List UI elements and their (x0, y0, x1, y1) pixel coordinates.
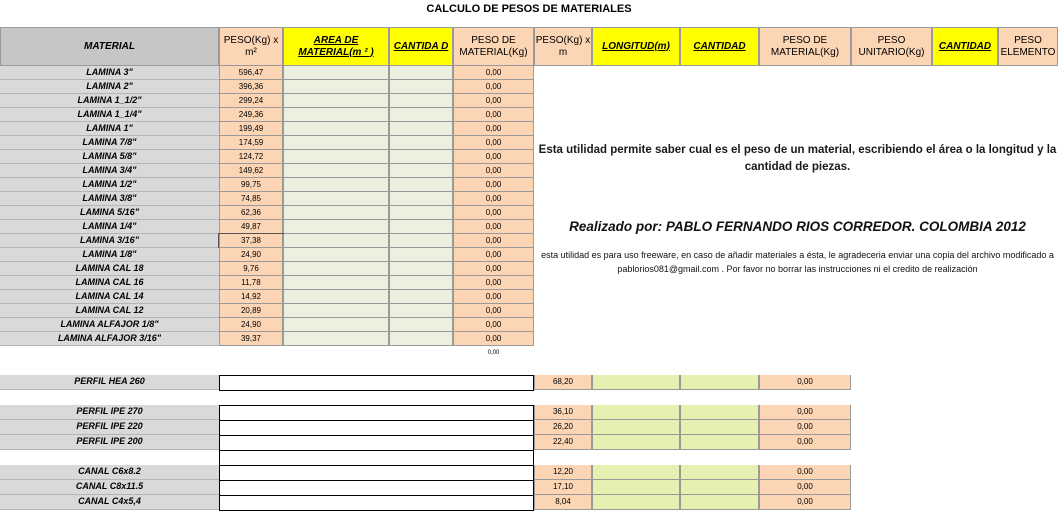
peso-m2-cell[interactable]: 124,72 (219, 150, 283, 164)
cantidad-input[interactable] (389, 122, 453, 136)
cantidad-input[interactable] (389, 150, 453, 164)
peso-material-cell[interactable]: 0,00 (453, 66, 534, 80)
sheet-title: CALCULO DE PESOS DE MATERIALES (426, 3, 632, 15)
peso-material-cell[interactable]: 0,00 (453, 122, 534, 136)
material-name[interactable]: LAMINA 3/8" (0, 192, 219, 206)
profile-note-input[interactable] (219, 435, 534, 451)
peso-m-cell[interactable]: 17,10 (534, 480, 592, 495)
peso-m2-cell[interactable]: 11,78 (219, 276, 283, 290)
license-text: esta utilidad es para uso freeware, en caso de añadir materiales a ésta, le agradeceria enviar una copia del archivo modificado a pablorios081@gmail.com . Por favor no borrar las instrucciones ni el credito de realización (541, 250, 1054, 274)
cantidad-input[interactable] (389, 318, 453, 332)
material-name[interactable]: LAMINA 1/2" (0, 178, 219, 192)
area-input[interactable] (283, 122, 389, 136)
area-input[interactable] (283, 192, 389, 206)
header-material[interactable]: MATERIAL (0, 27, 219, 66)
area-input[interactable] (283, 332, 389, 346)
peso-material-cell[interactable]: 0,00 (453, 262, 534, 276)
peso-material-cell[interactable]: 0,00 (759, 480, 851, 495)
material-name[interactable]: LAMINA 7/8" (0, 136, 219, 150)
header-peso-elemento[interactable]: PESO ELEMENTO (998, 27, 1058, 66)
longitud-input[interactable] (592, 420, 680, 435)
cantidad-input[interactable] (680, 375, 759, 390)
peso-m2-cell[interactable]: 9,76 (219, 262, 283, 276)
cantidad-input[interactable] (389, 290, 453, 304)
material-name[interactable]: LAMINA 1_1/4" (0, 108, 219, 122)
cantidad-input[interactable] (389, 164, 453, 178)
peso-material-cell[interactable]: 0,00 (453, 94, 534, 108)
area-input[interactable] (283, 276, 389, 290)
header-longitud[interactable]: LONGITUD(m) (592, 27, 680, 66)
peso-m2-cell[interactable]: 14,92 (219, 290, 283, 304)
peso-material-cell[interactable]: 0,00 (453, 248, 534, 262)
area-input[interactable] (283, 248, 389, 262)
peso-m-cell[interactable]: 22,40 (534, 435, 592, 450)
area-input[interactable] (283, 262, 389, 276)
cantidad-input[interactable] (389, 304, 453, 318)
peso-material-cell[interactable]: 0,00 (453, 276, 534, 290)
profile-note-input[interactable] (219, 405, 534, 421)
peso-m2-cell[interactable]: 39,37 (219, 332, 283, 346)
peso-material-cell[interactable]: 0,00 (453, 234, 534, 248)
peso-m-cell[interactable]: 8,04 (534, 495, 592, 510)
header-cantidad-3[interactable]: CANTIDAD (932, 27, 998, 66)
peso-m2-cell[interactable]: 24,90 (219, 248, 283, 262)
cantidad-input[interactable] (680, 495, 759, 510)
peso-m2-cell[interactable]: 149,62 (219, 164, 283, 178)
peso-m2-cell[interactable]: 74,85 (219, 192, 283, 206)
cantidad-input[interactable] (680, 420, 759, 435)
material-name[interactable]: LAMINA 1" (0, 122, 219, 136)
peso-m2-cell[interactable]: 62,36 (219, 206, 283, 220)
peso-m-cell[interactable]: 12,20 (534, 465, 592, 480)
peso-m2-cell[interactable]: 37,38 (219, 234, 283, 248)
cantidad-input[interactable] (389, 94, 453, 108)
profile-note-input[interactable] (219, 480, 534, 496)
peso-material-cell[interactable]: 0,00 (453, 136, 534, 150)
peso-material-cell[interactable]: 0,00 (453, 80, 534, 94)
material-name[interactable]: LAMINA CAL 12 (0, 304, 219, 318)
peso-material-cell[interactable]: 0,00 (453, 150, 534, 164)
peso-material-cell[interactable]: 0,00 (453, 108, 534, 122)
cantidad-input[interactable] (680, 465, 759, 480)
cantidad-input[interactable] (680, 435, 759, 450)
area-input[interactable] (283, 136, 389, 150)
material-name[interactable]: LAMINA 3" (0, 66, 219, 80)
header-peso-m[interactable]: PESO(Kg) x m (534, 27, 592, 66)
profile-note-input[interactable] (219, 495, 534, 511)
peso-m2-cell[interactable]: 174,59 (219, 136, 283, 150)
area-input[interactable] (283, 94, 389, 108)
peso-material-cell[interactable]: 0,00 (453, 192, 534, 206)
peso-material-cell[interactable]: 0,00 (453, 304, 534, 318)
cantidad-input[interactable] (389, 178, 453, 192)
area-input[interactable] (283, 164, 389, 178)
material-name[interactable]: LAMINA CAL 16 (0, 276, 219, 290)
empty-input-bar[interactable] (219, 450, 534, 466)
profile-name[interactable]: PERFIL HEA 260 (0, 375, 219, 390)
peso-material-cell[interactable]: 0,00 (453, 220, 534, 234)
peso-m2-cell[interactable]: 199,49 (219, 122, 283, 136)
profile-note-input[interactable] (219, 420, 534, 436)
peso-material-cell[interactable]: 0,00 (759, 495, 851, 510)
profile-note-input[interactable] (219, 465, 534, 481)
profile-name[interactable]: PERFIL IPE 270 (0, 405, 219, 420)
cantidad-input[interactable] (389, 206, 453, 220)
area-input[interactable] (283, 234, 389, 248)
laminas-sum[interactable]: 0,00 (487, 350, 500, 356)
header-cantidad-1[interactable]: CANTIDA D (389, 27, 453, 66)
peso-m2-cell[interactable]: 99,75 (219, 178, 283, 192)
peso-material-cell[interactable]: 0,00 (759, 435, 851, 450)
peso-m-cell[interactable]: 36,10 (534, 405, 592, 420)
material-name[interactable]: LAMINA CAL 18 (0, 262, 219, 276)
cantidad-input[interactable] (680, 480, 759, 495)
header-peso-material-1[interactable]: PESO DE MATERIAL(Kg) (453, 27, 534, 66)
peso-material-cell[interactable]: 0,00 (453, 332, 534, 346)
peso-material-cell[interactable]: 0,00 (759, 405, 851, 420)
peso-material-cell[interactable]: 0,00 (759, 420, 851, 435)
material-name[interactable]: LAMINA 1_1/2" (0, 94, 219, 108)
area-input[interactable] (283, 318, 389, 332)
area-input[interactable] (283, 304, 389, 318)
peso-m2-cell[interactable]: 20,89 (219, 304, 283, 318)
cantidad-input[interactable] (389, 108, 453, 122)
longitud-input[interactable] (592, 435, 680, 450)
longitud-input[interactable] (592, 465, 680, 480)
material-name[interactable]: LAMINA ALFAJOR 1/8" (0, 318, 219, 332)
material-name[interactable]: LAMINA 3/16" (0, 234, 219, 248)
header-cantidad-2[interactable]: CANTIDAD (680, 27, 759, 66)
profile-name[interactable]: CANAL C6x8.2 (0, 465, 219, 480)
peso-material-cell[interactable]: 0,00 (453, 290, 534, 304)
area-input[interactable] (283, 290, 389, 304)
peso-material-cell[interactable]: 0,00 (453, 164, 534, 178)
profile-name[interactable]: CANAL C4x5,4 (0, 495, 219, 510)
cantidad-input[interactable] (389, 80, 453, 94)
peso-m2-cell[interactable]: 24,90 (219, 318, 283, 332)
material-name[interactable]: LAMINA 5/8" (0, 150, 219, 164)
peso-material-cell[interactable]: 0,00 (759, 375, 851, 390)
cantidad-input[interactable] (389, 220, 453, 234)
header-peso-material-2[interactable]: PESO DE MATERIAL(Kg) (759, 27, 851, 66)
area-input[interactable] (283, 108, 389, 122)
material-name[interactable]: LAMINA CAL 14 (0, 290, 219, 304)
longitud-input[interactable] (592, 495, 680, 510)
material-name[interactable]: LAMINA ALFAJOR 3/16" (0, 332, 219, 346)
material-name[interactable]: LAMINA 1/4" (0, 220, 219, 234)
area-input[interactable] (283, 220, 389, 234)
area-input[interactable] (283, 150, 389, 164)
material-name[interactable]: LAMINA 3/4" (0, 164, 219, 178)
peso-m2-cell[interactable]: 396,36 (219, 80, 283, 94)
peso-material-cell[interactable]: 0,00 (759, 465, 851, 480)
area-input[interactable] (283, 206, 389, 220)
cantidad-input[interactable] (680, 405, 759, 420)
peso-m2-cell[interactable]: 249,36 (219, 108, 283, 122)
cantidad-input[interactable] (389, 262, 453, 276)
peso-m2-cell[interactable]: 49,87 (219, 220, 283, 234)
description-text: Esta utilidad permite saber cual es el peso de un material, escribiendo el área o la longitud y la cantidad de piezas. (538, 144, 1057, 173)
header-area[interactable]: AREA DE MATERIAL(m ² ) (283, 27, 389, 66)
profile-name[interactable]: PERFIL IPE 220 (0, 420, 219, 435)
header-peso-m2[interactable]: PESO(Kg) x m² (219, 27, 283, 66)
area-input[interactable] (283, 178, 389, 192)
peso-material-cell[interactable]: 0,00 (453, 206, 534, 220)
longitud-input[interactable] (592, 480, 680, 495)
peso-m-cell[interactable]: 26,20 (534, 420, 592, 435)
profile-name[interactable]: CANAL C8x11.5 (0, 480, 219, 495)
cantidad-input[interactable] (389, 66, 453, 80)
longitud-input[interactable] (592, 405, 680, 420)
peso-m2-cell[interactable]: 299,24 (219, 94, 283, 108)
area-input[interactable] (283, 66, 389, 80)
peso-m-cell[interactable]: 68,20 (534, 375, 592, 390)
cantidad-input[interactable] (389, 332, 453, 346)
header-peso-unitario[interactable]: PESO UNITARIO(Kg) (851, 27, 932, 66)
peso-material-cell[interactable]: 0,00 (453, 318, 534, 332)
cantidad-input[interactable] (389, 234, 453, 248)
material-name[interactable]: LAMINA 2" (0, 80, 219, 94)
profile-name[interactable]: PERFIL IPE 200 (0, 435, 219, 450)
peso-m2-cell[interactable]: 596,47 (219, 66, 283, 80)
longitud-input[interactable] (592, 375, 680, 390)
profile-note-input[interactable] (219, 375, 534, 391)
cantidad-input[interactable] (389, 276, 453, 290)
author-text: Realizado por: PABLO FERNANDO RIOS CORREDOR. COLOMBIA 2012 (569, 219, 1026, 234)
area-input[interactable] (283, 80, 389, 94)
cantidad-input[interactable] (389, 192, 453, 206)
material-name[interactable]: LAMINA 1/8" (0, 248, 219, 262)
cantidad-input[interactable] (389, 136, 453, 150)
cantidad-input[interactable] (389, 248, 453, 262)
material-name[interactable]: LAMINA 5/16" (0, 206, 219, 220)
peso-material-cell[interactable]: 0,00 (453, 178, 534, 192)
